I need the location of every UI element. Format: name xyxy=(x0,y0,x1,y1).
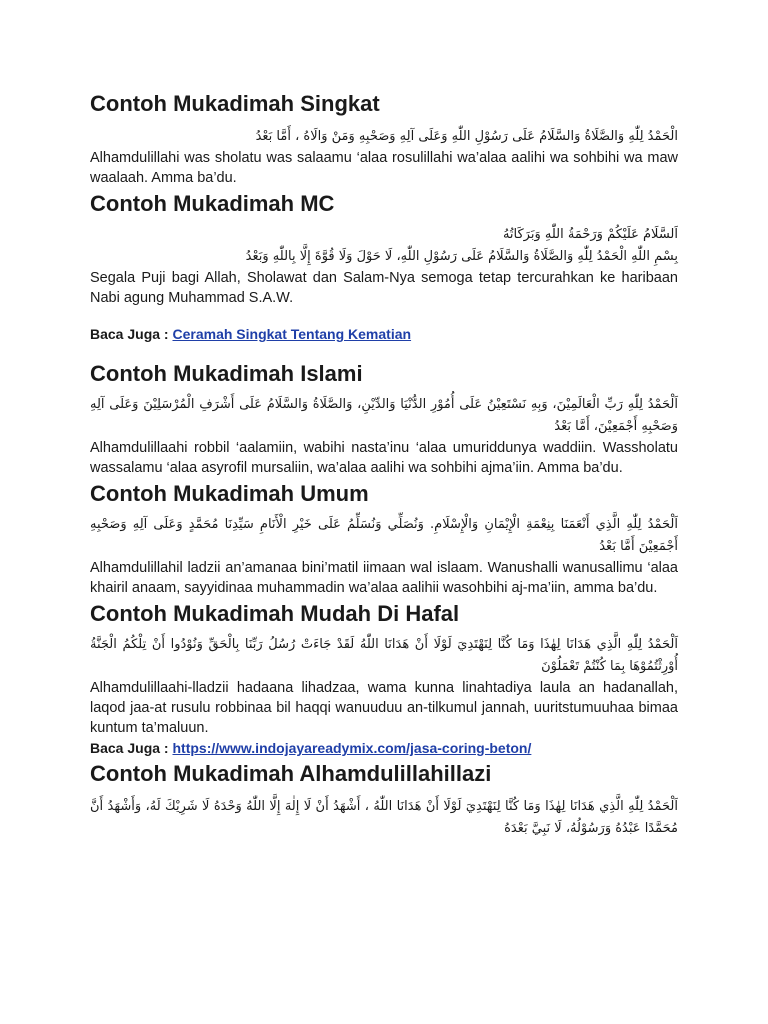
baca-juga-label: Baca Juga : xyxy=(90,326,169,342)
latin-text-singkat: Alhamdulillahi was sholatu was salaamu ‘alaa rosulillahi wa’alaa aalihi wa sohbihi wa maw waalaah. Amma ba’du. xyxy=(90,150,678,186)
section-heading-singkat: Contoh Mukadimah Singkat xyxy=(90,91,380,116)
section-heading-mudah-di-hafal: Contoh Mukadimah Mudah Di Hafal xyxy=(90,601,460,626)
latin-text-mc: Segala Puji bagi Allah, Sholawat dan Salam-Nya semoga tetap tercurahkan ke haribaan Nabi agung Muhammad S.A.W. xyxy=(90,270,678,306)
baca-juga-label: Baca Juga : xyxy=(90,740,169,756)
arabic-text-mudah-di-hafal: اَلْحَمْدُ لِلّٰهِ الَّذِي هَدَانَا لِهٰذَا وَمَا كُنَّا لِنَهْتَدِيَ لَوْلَا أَنْ هَدَانَا اللّٰهُ لَقَدْ جَاءَتْ رُسُلُ رَبِّنَا بِالْحَقِّ وَنُوْدُوا أَنْ تِلْكُمُ الْجَنَّةُ أُوْرِثْتُمُوْهَا بِمَا كُنْتُمْ تَعْمَلُوْنَ xyxy=(90,637,678,674)
arabic-text-mc-salam: اَلسَّلَامُ عَلَيْكُمْ وَرَحْمَةُ اللّٰهِ وَبَرَكَاتُهُ xyxy=(502,227,678,242)
arabic-text-umum: اَلْحَمْدُ لِلّٰهِ الَّذِي أَنْعَمَنَا بِنِعْمَةِ الْإِيْمَانِ وَالْإِسْلَامِ. وَنُصَلِّي وَنُسَلِّمُ عَلَى خَيْرِ الْأَنَامِ سَيِّدِنَا مُحَمَّدٍ وَعَلَى آلِهِ وَصَحْبِهِ أَجْمَعِيْنَ أَمَّا بَعْدُ xyxy=(90,517,678,554)
baca-juga-1 xyxy=(90,324,678,344)
section-heading-mc: Contoh Mukadimah MC xyxy=(90,191,335,216)
external-url-link[interactable]: https://www.indojayareadymix.com/jasa-coring-beton/ xyxy=(172,740,532,756)
section-heading-alhamdulillahillazi: Contoh Mukadimah Alhamdulillahillazi xyxy=(90,761,492,786)
latin-text-mudah-di-hafal: Alhamdulillaahi-lladzii hadaana lihadzaa, wama kunna linahtadiya laula an hadanallah, laqod jaa-at rusulu robbinaa bil haqqi wanuuduu an-tilkumul jannah, uuritstumuuhaa bimaa kuntum ta’maluun. xyxy=(90,680,678,736)
arabic-text-alhamdulillahillazi: اَلْحَمْدُ لِلّٰهِ الَّذِي هَدَانَا لِهٰذَا وَمَا كُنَّا لِنَهْتَدِيَ لَوْلَا أَنْ هَدَانَا اللّٰهُ ، أَشْهَدُ أَنْ لَا إِلٰهَ إِلَّا اللّٰهُ وَحْدَهُ لَا شَرِيْكَ لَهُ، وَأَشْهَدُ أَنَّ مُحَمَّدًا عَبْدُهُ وَرَسُوْلُهُ، لَا نَبِيَّ بَعْدَهُ xyxy=(90,799,678,836)
arabic-text-mc-basmalah: بِسْمِ اللّٰهِ الْحَمْدُ لِلّٰهِ وَالصَّلَاةُ وَالسَّلَامُ عَلَى رَسُوْلِ اللّٰهِ، لَا حَوْلَ وَلَا قُوَّةَ إِلَّا بِاللّٰهِ وَبَعْدُ xyxy=(245,249,678,264)
section-heading-umum: Contoh Mukadimah Umum xyxy=(90,481,369,506)
arabic-text-islami: اَلْحَمْدُ لِلّٰهِ رَبِّ الْعَالَمِيْنَ، وَبِهِ نَسْتَعِيْنُ عَلَى أُمُوْرِ الدُّنْيَا وَالدِّيْنِ، وَالصَّلَاةُ وَالسَّلَامُ عَلَى أَشْرَفِ الْمُرْسَلِيْنَ وَعَلَى آلِهِ وَصَحْبِهِ أَجْمَعِيْنَ، أَمَّا بَعْدُ xyxy=(90,397,678,434)
related-article-link[interactable]: Ceramah Singkat Tentang Kematian xyxy=(172,326,412,342)
baca-juga-2 xyxy=(90,738,678,758)
article-content xyxy=(90,90,678,840)
arabic-text-singkat: الْحَمْدُ لِلّٰهِ وَالصَّلَاةُ وَالسَّلَامُ عَلَى رَسُوْلِ اللّٰهِ وَعَلَى آلِهِ وَصَحْبِهِ وَمَنْ وَالَاهُ ، أَمَّا بَعْدُ xyxy=(255,129,678,144)
section-heading-islami: Contoh Mukadimah Islami xyxy=(90,361,363,386)
latin-text-umum: Alhamdulillahil ladzii an’amanaa bini’matil iimaan wal islaam. Wanushalli wanusallimu ‘alaa khairil anaam, sayyidinaa muhammadin wa’alaa aalihii wasohbihi aj-ma’iin, amma ba’du. xyxy=(90,560,678,596)
latin-text-islami: Alhamdulillaahi robbil ‘aalamiin, wabihi nasta’inu ‘alaa umuriddunya waddiin. Wassholatu wassalamu ‘alaa asyrofil mursaliin, wa’alaa aalihi wa sohbihi ajma’iin. Amma ba’du. xyxy=(90,440,678,476)
